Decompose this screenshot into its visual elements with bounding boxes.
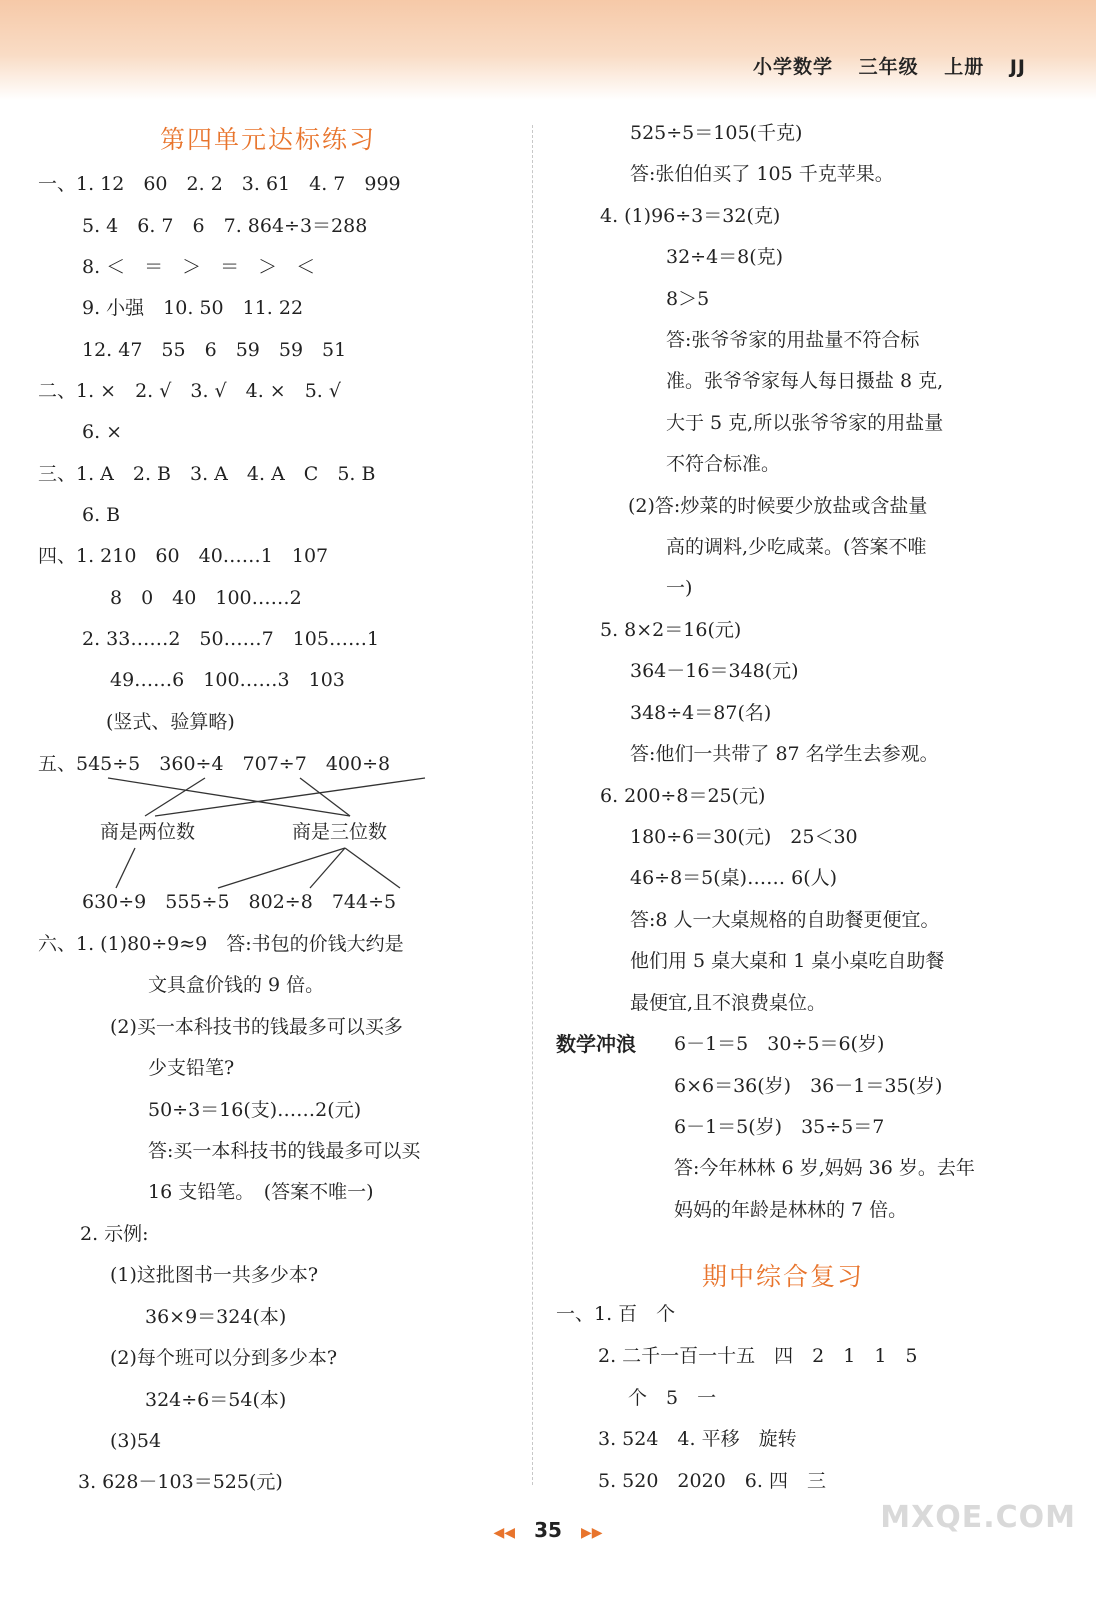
answer-line: 五、545÷5 360÷4 707÷7 400÷8 [38,753,391,775]
answer-line: 5. 8×2＝16(元) [600,619,742,641]
answer-line: 一、1. 12 60 2. 2 3. 61 4. 7 999 [38,173,401,195]
answer-line: 50÷3＝16(支)……2(元) [148,1099,362,1121]
answer-line: 答:8 人一大桌规格的自助餐更便宜。 [630,909,940,931]
answer-line: 二、1. × 2. √ 3. √ 4. × 5. √ [38,380,341,402]
answer-line: 答:他们一共带了 87 名学生去参观。 [630,743,939,765]
answer-line: 六、1. (1)80÷9≈9 答:书包的价钱大约是 [38,933,404,955]
answer-line: 525÷5＝105(千克) [630,122,803,144]
answer-line: 个 5 一 [628,1387,717,1409]
answer-line: 6－1＝5(岁) 35÷5＝7 [674,1116,885,1138]
answer-line: 4. (1)96÷3＝32(克) [600,205,781,227]
answer-line: 6－1＝5 30÷5＝6(岁) [674,1033,885,1055]
answer-line: 不符合标准。 [666,453,781,475]
section-title-midterm: 期中综合复习 [702,1262,865,1291]
answer-line: 大于 5 克,所以张爷爷家的用盐量 [666,412,944,434]
watermark: MXQE.COM [880,1500,1076,1535]
subject-label: 小学数学 [752,56,833,78]
answer-line: 12. 47 55 6 59 59 51 [82,339,347,361]
answer-line: 32÷4＝8(克) [666,246,784,268]
answer-line: 49……6 100……3 103 [110,669,345,691]
math-challenge-label: 数学冲浪 [556,1032,636,1056]
answer-line: 答:张伯伯买了 105 千克苹果。 [630,163,894,185]
answer-line: 2. 示例: [80,1223,149,1245]
answer-line: 6. 200÷8＝25(元) [600,785,766,807]
answer-line: 文具盒价钱的 9 倍。 [148,974,325,996]
answer-line: 2. 33……2 50……7 105……1 [82,628,380,650]
answer-line: 最便宜,且不浪费桌位。 [630,992,827,1014]
answer-line: 答:张爷爷家的用盐量不符合标 [666,329,920,351]
section-title-unit4: 第四单元达标练习 [160,125,377,154]
answer-line: 16 支铅笔。 (答案不唯一) [148,1181,374,1203]
answer-line: 324÷6＝54(本) [145,1389,287,1411]
answer-line: 9. 小强 10. 50 11. 22 [82,297,304,319]
answer-line: (竖式、验算略) [106,711,235,733]
answer-line: 5. 520 2020 6. 四 三 [598,1470,826,1492]
prev-page-icon[interactable]: ◀◀ [493,1525,515,1541]
answer-line: (2)每个班可以分到多少本? [110,1347,338,1369]
volume-label: 上册 [944,56,985,78]
answer-line: 6×6＝36(岁) 36－1＝35(岁) [674,1075,943,1097]
answer-line: 商是三位数 [292,821,388,843]
answer-line: 8 0 40 100……2 [110,587,302,609]
edition-label: JJ [1009,56,1026,78]
answer-line: 8. ＜ ＝ ＞ ＝ ＞ ＜ [82,256,316,278]
answer-line: (2)答:炒菜的时候要少放盐或含盐量 [628,495,928,517]
answer-line: 少支铅笔? [148,1057,235,1079]
answer-line: 四、1. 210 60 40……1 107 [38,545,329,567]
answer-line: (3)54 [110,1430,162,1452]
answer-line: 5. 4 6. 7 6 7. 864÷3＝288 [82,215,368,237]
answer-line: 36×9＝324(本) [145,1306,287,1328]
answer-line: 8＞5 [666,288,710,310]
answer-line: 46÷8＝5(桌)…… 6(人) [630,867,838,889]
answer-line: 6. × [82,421,123,443]
answer-line: 630÷9 555÷5 802÷8 744÷5 [82,891,397,913]
answer-line: 答:今年林林 6 岁,妈妈 36 岁。去年 [674,1157,975,1179]
answer-line: 2. 二千一百一十五 四 2 1 1 5 [598,1345,918,1367]
answer-line: 180÷6＝30(元) 25＜30 [630,826,858,848]
answer-line: (2)买一本科技书的钱最多可以买多 [110,1016,403,1038]
answer-line: 3. 628－103＝525(元) [78,1471,283,1493]
answer-line: 6. B [82,504,121,526]
answer-line: 348÷4＝87(名) [630,702,772,724]
answer-line: 他们用 5 桌大桌和 1 桌小桌吃自助餐 [630,950,945,972]
answer-line: 高的调料,少吃咸菜。(答案不唯 [666,536,927,558]
answer-line: 准。张爷爷家每人每日摄盐 8 克, [666,370,944,392]
next-page-icon[interactable]: ▶▶ [581,1525,603,1541]
answer-line: 364－16＝348(元) [630,660,799,682]
answer-line: 妈妈的年龄是林林的 7 倍。 [674,1199,908,1221]
page-number: 35 [534,1518,562,1542]
answer-line: 商是两位数 [100,821,196,843]
grade-label: 三年级 [858,56,919,78]
answer-line: 一) [666,577,693,599]
answer-line: 三、1. A 2. B 3. A 4. A C 5. B [38,463,376,485]
answer-line: 3. 524 4. 平移 旋转 [598,1428,797,1450]
answer-line: 一、1. 百 个 [556,1303,676,1325]
answer-line: 答:买一本科技书的钱最多可以买 [148,1140,421,1162]
answer-line: (1)这批图书一共多少本? [110,1264,319,1286]
